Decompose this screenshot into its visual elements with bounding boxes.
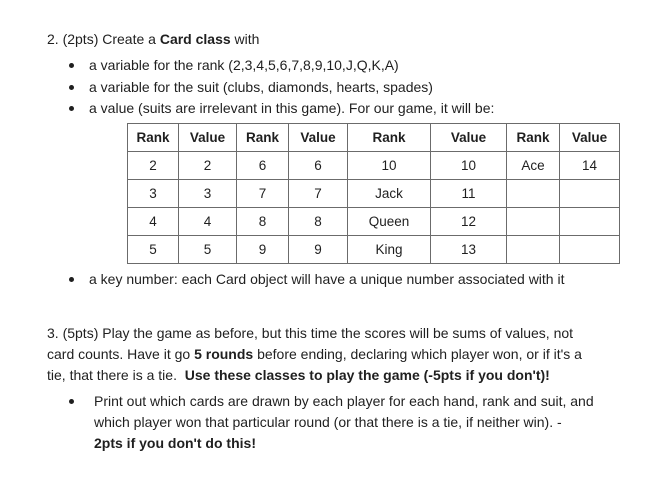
q3-line-1: 3. (5pts) Play the game as before, but this time the scores will be sums of values, not: [47, 325, 574, 341]
table-cell: 13: [431, 236, 507, 264]
table-header-cell: Rank: [237, 124, 289, 152]
table-cell: 10: [431, 152, 507, 180]
table-cell: 4: [179, 208, 237, 236]
table-header-cell: Rank: [507, 124, 560, 152]
table-cell: 14: [560, 152, 620, 180]
table-cell: 3: [179, 180, 237, 208]
table-cell: 8: [237, 208, 289, 236]
rank-value-table: [127, 123, 620, 264]
table-cell: 6: [289, 152, 348, 180]
table-row: [128, 208, 620, 236]
table-cell: [507, 236, 560, 264]
q2-heading-prefix: 2. (2pts) Create a: [47, 31, 160, 47]
q2-bullet-key: a key number: each Card object will have a unique number associated with it: [89, 271, 565, 287]
bullet-icon: [69, 277, 74, 282]
table-header-cell: Value: [431, 124, 507, 152]
bullet-icon: [69, 106, 74, 111]
q2-heading: [47, 30, 259, 48]
table-cell: 6: [237, 152, 289, 180]
q3-line-2: [47, 345, 582, 363]
table-cell: [507, 208, 560, 236]
q3-bullet-line-2: which player won that particular round (or that there is a tie, if neither win). -: [94, 414, 562, 430]
bullet-icon: [69, 63, 74, 68]
table-cell: 2: [179, 152, 237, 180]
table-cell: 9: [237, 236, 289, 264]
q3-rounds-bold: 5 rounds: [194, 346, 254, 362]
q3-penalty-bold: 2pts if you don't do this!: [94, 435, 256, 451]
table-cell: 9: [289, 236, 348, 264]
table-cell: [560, 208, 620, 236]
q3-bullet-line-3: [94, 434, 256, 452]
q2-bullet-suit: a variable for the suit (clubs, diamonds, hearts, spades): [89, 79, 433, 95]
table-cell: 5: [128, 236, 179, 264]
table-cell: [507, 180, 560, 208]
table-header-cell: Value: [289, 124, 348, 152]
q3-bullet-line-1: Print out which cards are drawn by each player for each hand, rank and suit, and: [94, 393, 594, 409]
q3-line-2-prefix: card counts. Have it go: [47, 346, 195, 362]
table-cell: 7: [289, 180, 348, 208]
q3-line-3-prefix: tie, that there is a tie.: [47, 367, 185, 383]
q2-heading-bold: Card class: [159, 31, 231, 47]
q3-classes-warning: Use these classes to play the game (-5pts if you don't)!: [184, 367, 550, 383]
table-cell: 7: [237, 180, 289, 208]
q3-line-2-suffix: before ending, declaring which player won, or if it's a: [253, 346, 582, 362]
table-cell: [560, 180, 620, 208]
table-cell: 3: [128, 180, 179, 208]
bullet-icon: [69, 85, 74, 90]
q2-bullet-value: a value (suits are irrelevant in this game). For our game, it will be:: [89, 100, 495, 116]
table-header-cell: Value: [179, 124, 237, 152]
table-row: [128, 180, 620, 208]
table-cell: Ace: [507, 152, 560, 180]
table-header-cell: Value: [560, 124, 620, 152]
table-header-row: [128, 124, 620, 152]
table-cell: 8: [289, 208, 348, 236]
table-cell: 12: [431, 208, 507, 236]
table-cell: Jack: [348, 180, 431, 208]
q2-heading-suffix: with: [230, 31, 260, 47]
table-cell: 11: [431, 180, 507, 208]
q2-bullet-rank: a variable for the rank (2,3,4,5,6,7,8,9,10,J,Q,K,A): [89, 57, 399, 73]
table-cell: 10: [348, 152, 431, 180]
table-header-cell: Rank: [348, 124, 431, 152]
table-cell: Queen: [348, 208, 431, 236]
table-cell: King: [348, 236, 431, 264]
table-header-cell: Rank: [128, 124, 179, 152]
table-row: [128, 236, 620, 264]
table-cell: 5: [179, 236, 237, 264]
bullet-icon: [69, 399, 74, 404]
table-cell: [560, 236, 620, 264]
table-cell: 4: [128, 208, 179, 236]
table-row: [128, 152, 620, 180]
q3-line-3: [47, 366, 550, 384]
table-cell: 2: [128, 152, 179, 180]
